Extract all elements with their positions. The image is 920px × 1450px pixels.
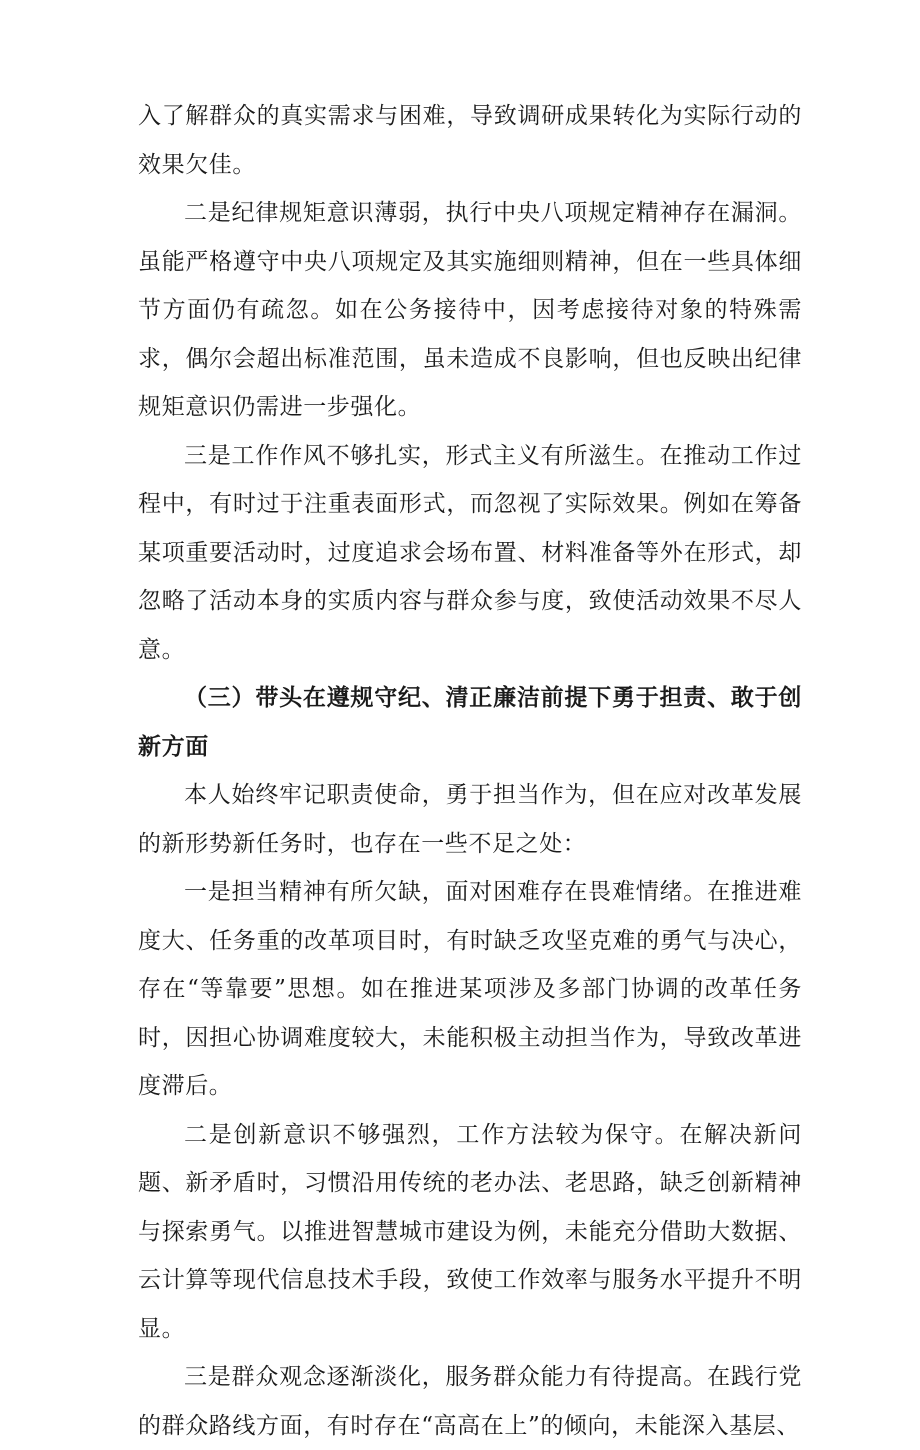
paragraph-continued: 入了解群众的真实需求与困难，导致调研成果转化为实际行动的效果欠佳。 (138, 103, 802, 178)
section-heading-3: （三）带头在遵规守纪、清正廉洁前提下勇于担责、敢于创新方面 (138, 684, 802, 760)
paragraph-section-intro: 本人始终牢记职责使命，勇于担当作为，但在应对改革发展的新形势新任务时，也存在一些不足之处： (138, 782, 802, 857)
paragraph-innovation: 二是创新意识不够强烈，工作方法较为保守。在解决新问题、新矛盾时，习惯沿用传统的老办法、老思路，缺乏创新精神与探索勇气。以推进智慧城市建设为例，未能充分借助大数据、云计算等现代信息技术手段，致使工作效率与服务水平提升不明显。 (138, 1121, 802, 1342)
paragraph-work-style: 三是工作作风不够扎实，形式主义有所滋生。在推动工作过程中，有时过于注重表面形式，而忽视了实际效果。例如在筹备某项重要活动时，过度追求会场布置、材料准备等外在形式，却忽略了活动本身的实质内容与群众参与度，致使活动效果不尽人意。 (138, 442, 802, 663)
document-body (138, 92, 802, 1450)
paragraph-mass-line: 三是群众观念逐渐淡化，服务群众能力有待提高。在践行党的群众路线方面，有时存在“高高在上”的倾向，未能深入基层、 (138, 1364, 802, 1439)
paragraph-discipline: 二是纪律规矩意识薄弱，执行中央八项规定精神存在漏洞。虽能严格遵守中央八项规定及其实施细则精神，但在一些具体细节方面仍有疏忽。如在公务接待中，因考虑接待对象的特殊需求，偶尔会超出标准范围，虽未造成不良影响，但也反映出纪律规矩意识仍需进一步强化。 (138, 200, 802, 420)
paragraph-responsibility: 一是担当精神有所欠缺，面对困难存在畏难情绪。在推进难度大、任务重的改革项目时，有时缺乏攻坚克难的勇气与决心，存在“等靠要”思想。如在推进某项涉及多部门协调的改革任务时，因担心协调难度较大，未能积极主动担当作为，导致改革进度滞后。 (138, 879, 802, 1099)
